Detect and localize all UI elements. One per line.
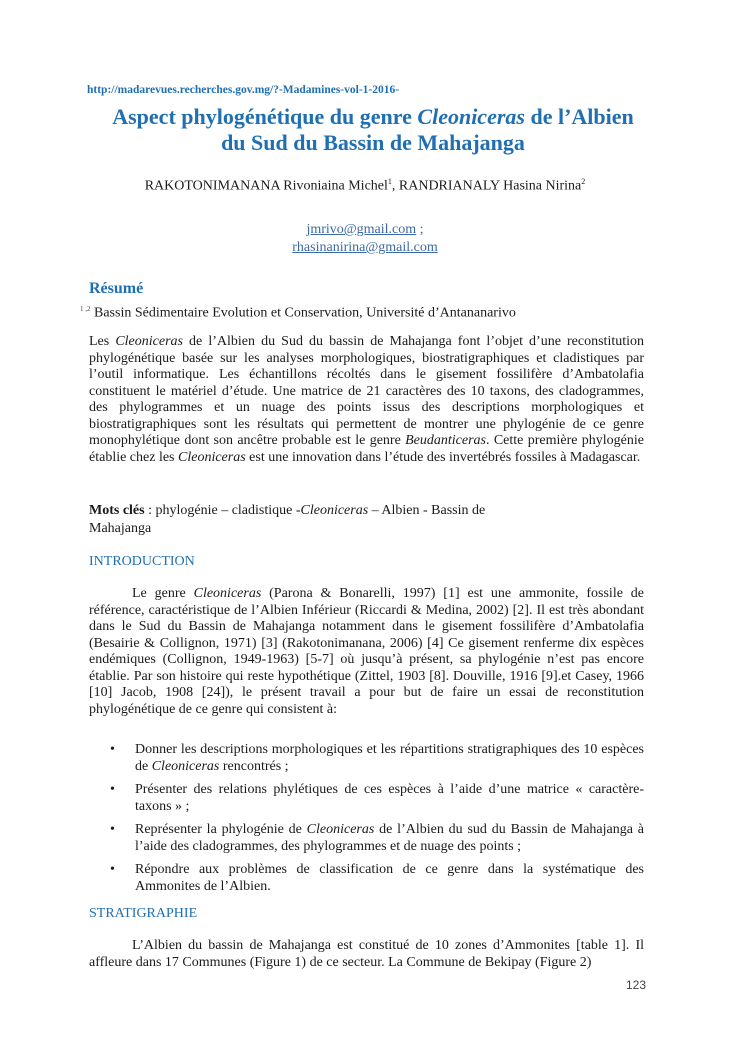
page-number: 123 [626,978,647,992]
list-item [110,741,644,775]
author-emails [100,221,630,257]
author-1-sup: 1 [387,177,392,186]
title-part1: Aspect phylogénétique du genre [112,104,418,129]
abstract-s1: Les [89,334,116,349]
affiliation [80,301,516,322]
keywords-a: : phylogénie – cladistique - [144,503,301,518]
author-2-sup: 2 [581,177,586,186]
email-separator: ; [416,222,424,237]
title-part2: de l’Albien [524,104,634,129]
bullet-1-i: Cleoniceras [151,759,220,774]
header-url[interactable]: http://madarevues.recherches.gov.mg/?-Madamines-vol-1-2016- [87,84,400,96]
bullet-1-a: Donner les descriptions morphologiques et les répartitions stratigraphiques des 10 espèces de [135,742,644,774]
keywords-label: Mots clés [89,503,145,518]
bullet-3-a: Représenter la phylogénie de [135,822,307,837]
abstract-s4: est une innovation dans l’étude des invertébrés fossiles à Madagascar. [245,449,641,465]
list-item [110,861,644,895]
affiliation-text: Bassin Sédimentaire Evolution et Conservation, Université d’Antananarivo [90,305,516,321]
bullet-4-a: Répondre aux problèmes de classification de ce genre dans la systématique des Ammonites de l’Albien. [135,862,644,894]
email-link-2[interactable]: rhasinanirina@gmail.com [292,240,438,255]
title-genus: Cleoniceras [417,104,525,129]
bullet-1-b: rencontrés ; [219,759,289,774]
bullet-icon: • [110,862,115,877]
abstract-s2: de l’Albien du Sud du bassin de Mahajanga font l’objet d’une reconstitution phylogénétique basée sur les analyses morphologiques, biostratigraphiques et cladistiques par l’outil informatique. Les échantillons récoltés dans le gisement fossilifère d’Ambatolafia constituent le matériel d’étude. Une matrice de 21 caractères des 10 taxons, des cladogrammes, des phylogrammes et un nuage des points issus des descriptions morphologiques et biostratigraphiques sont les résultats qui permettent de montrer une phylogénie de ce genre monophylétique dont son ancêtre probable est le genre [89,334,644,448]
intro-s1: Le genre [132,586,194,601]
bullet-3-b: de l’Albien du sud du Bassin de Mahajanga à l’aide des cladogrammes, des phylogrammes et de nuage des points ; [135,822,644,854]
bullet-icon: • [110,782,115,797]
stratigraphie-heading: STRATIGRAPHIE [89,906,198,921]
keywords [89,502,539,538]
list-item [110,821,644,855]
abstract-text [89,334,644,466]
paper-title [60,104,686,156]
introduction-heading: INTRODUCTION [89,554,195,569]
abstract-heading: Résumé [89,280,144,297]
keywords-genus: Cleoniceras [300,503,369,518]
abstract-i3: Cleoniceras [178,449,246,465]
bullet-icon: • [110,822,115,837]
bullet-icon: • [110,742,115,757]
author-2: RANDRIANALY Hasina Nirina [398,178,582,194]
abstract-i2: Beudanticeras [405,433,486,448]
abstract-s3: . Cette première phylogénie établie chez les [89,433,644,465]
title-line2: du Sud du Bassin de Mahajanga [221,130,525,155]
stratigraphie-text: L’Albien du bassin de Mahajanga est constitué de 10 zones d’Ammonites [table 1]. Il affleure dans 17 Communes (Figure 1) de ce secteur. La Commune de Bekipay (Figure 2) [89,938,644,970]
intro-s2: (Parona & Bonarelli, 1997) [1] est une ammonite, fossile de référence, caractéristique de l’Albien Inférieur (Riccardi & Medina, 2002) [2]. Il est très abondant dans le Sud du Bassin de Mahajanga notamment dans le gisement fossilifère d’Ambatolafia (Besairie & Collignon, 1971) [3] (Rakotonimanana, 2006) [4] Ce gisement renferme dix espèces endémiques (Collignon, 1949-1963) [5-7] où jusqu’à présent, sa phylogénie n’est pas encore établie. Par son histoire qui reste hypothétique (Zittel, 1903 [8]. Douville, 1916 [9].et Casey, 1966 [10] Jacob, 1908 [24]), le présent travail a pour but de faire un essai de reconstitution phylogénétique de ce genre qui consistent à: [89,586,645,717]
intro-i1: Cleoniceras [193,586,262,601]
author-list [100,173,630,195]
affiliation-sup: 1 ,2 [80,305,91,313]
bullet-2-a: Présenter des relations phylétiques de ces espèces à l’aide d’une matrice « caractère-taxons » ; [135,782,644,814]
email-link-1[interactable]: jmrivo@gmail.com [306,222,417,237]
author-1: RAKOTONIMANANA Rivoniaina Michel [144,178,388,194]
author-separator: , [391,178,399,194]
keywords-b: – Albien - Bassin de Mahajanga [89,503,486,536]
bullet-3-i: Cleoniceras [306,822,375,837]
abstract-i1: Cleoniceras [115,334,183,349]
introduction-text [89,586,644,718]
objectives-list [110,741,644,901]
list-item [110,781,644,815]
